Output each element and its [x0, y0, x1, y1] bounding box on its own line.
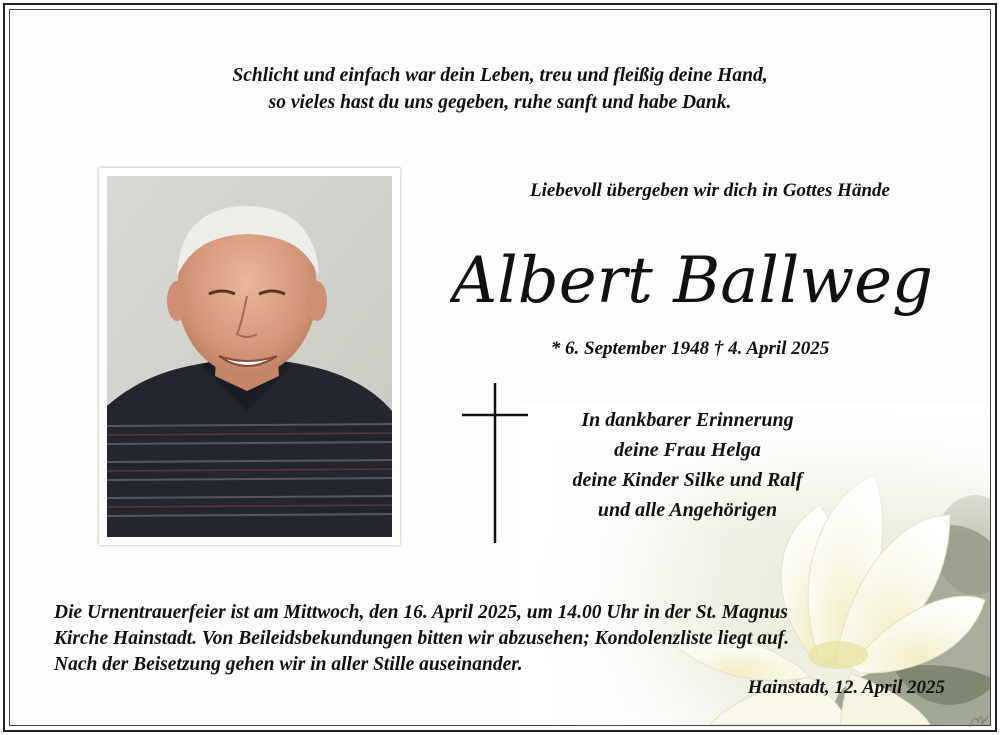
notice-line-3: Nach der Beisetzung gehen wir in aller Stille auseinander.: [54, 654, 523, 675]
place-and-date: Hainstadt, 12. April 2025: [747, 677, 945, 698]
cross-icon: [460, 383, 530, 543]
artist-signature: [968, 712, 990, 730]
deceased-name: [450, 242, 935, 332]
verse-line-1: Schlicht und einfach war dein Leben, treu und fleißig deine Hand,: [232, 65, 768, 86]
mourners-line-1: In dankbarer Erinnerung: [581, 409, 794, 431]
intro-text: Liebevoll übergeben wir dich in Gottes Hände: [530, 180, 890, 201]
portrait-frame: [99, 168, 400, 545]
verse: [0, 62, 1000, 116]
mourners-line-4: und alle Angehörigen: [597, 499, 778, 521]
life-dates: * 6. September 1948 † 4. April 2025: [550, 338, 830, 359]
funeral-notice: [54, 600, 954, 678]
portrait-photo: [107, 176, 392, 537]
deceased-name-text: Albert Ballweg: [451, 244, 933, 318]
mourners-line-3: deine Kinder Silke und Ralf: [572, 469, 803, 491]
mourners-line-2: deine Frau Helga: [614, 439, 761, 461]
verse-line-2: so vieles hast du uns gegeben, ruhe sanft und habe Dank.: [268, 92, 732, 113]
notice-line-1: Die Urnentrauerfeier ist am Mittwoch, den 16. April 2025, um 14.00 Uhr in der St. Magnus: [54, 602, 788, 623]
notice-line-2: Kirche Hainstadt. Von Beileidsbekundungen bitten wir abzusehen; Kondolenzliste liegt auf.: [54, 628, 790, 649]
mourners-list: [540, 405, 835, 525]
